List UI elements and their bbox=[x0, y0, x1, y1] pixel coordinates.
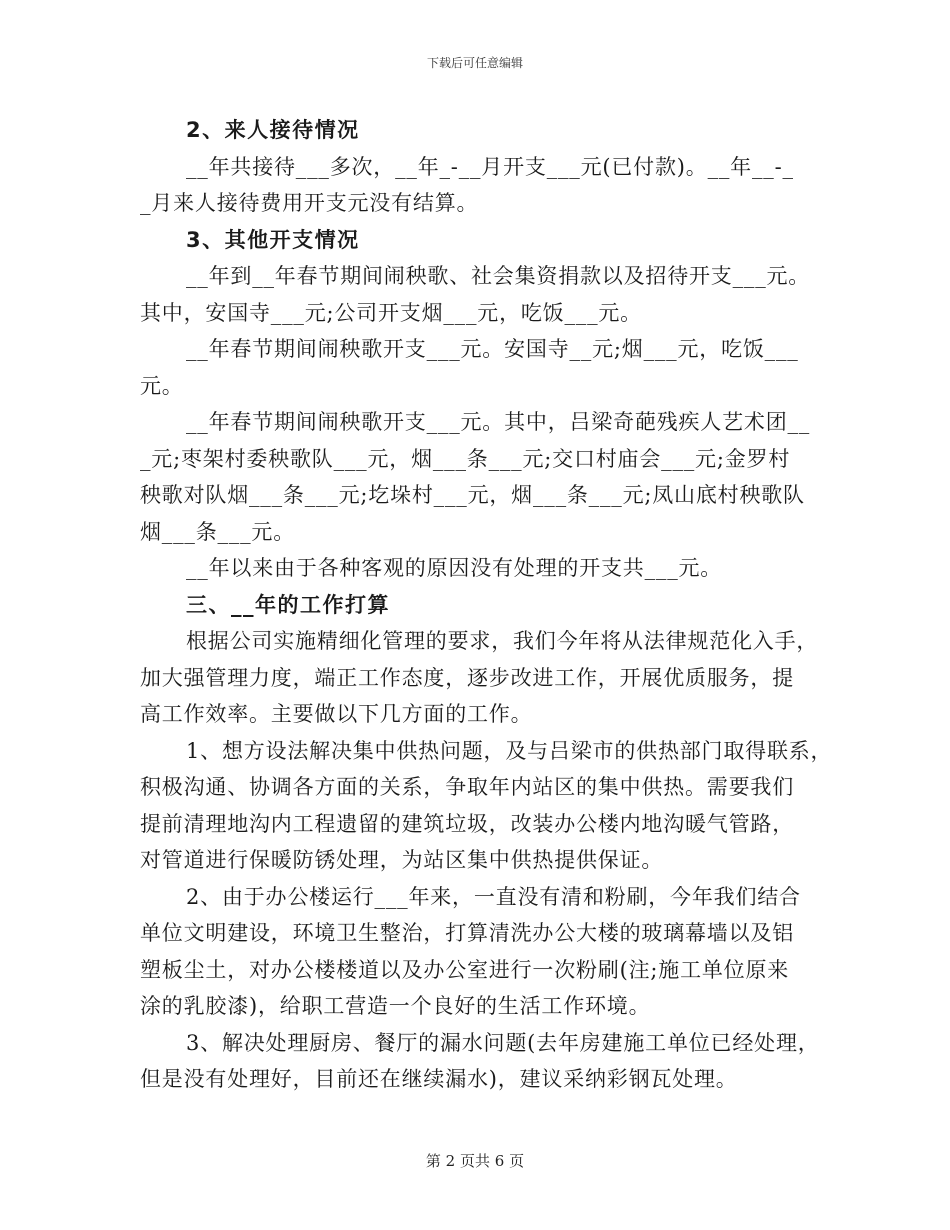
paragraph-line: __年以来由于各种客观的原因没有处理的开支共___元。 bbox=[186, 556, 723, 580]
paragraph-line: __年到__年春节期间闹秧歌、社会集资捐款以及招待开支___元。 bbox=[186, 264, 811, 288]
paragraph-line: 其中，安国寺___元;公司开支烟___元，吃饭___元。 bbox=[140, 300, 642, 325]
paragraph-line: 高工作效率。主要做以下几方面的工作。 bbox=[140, 702, 533, 726]
paragraph-line: 积极沟通、协调各方面的关系，争取年内站区的集中供热。需要我们 bbox=[140, 775, 794, 799]
paragraph-line: 涂的乳胶漆)，给职工营造一个良好的生活工作环境。 bbox=[140, 994, 651, 1018]
section-heading: 3、其他开支情况 bbox=[186, 227, 360, 252]
section-heading: 2、来人接待情况 bbox=[186, 118, 360, 142]
paragraph-line: 提前清理地沟内工程遗留的建筑垃圾，改装办公楼内地沟暖气管路， bbox=[140, 811, 794, 836]
paragraph-line: _元;枣架村委秧歌队___元，烟___条___元;交口村庙会___元;金罗村 bbox=[140, 446, 791, 471]
paragraph-line: 根据公司实施精细化管理的要求，我们今年将从法律规范化入手， bbox=[186, 629, 819, 653]
paragraph-line: 1、想方设法解决集中供热问题，及与吕梁市的供热部门取得联系， bbox=[186, 738, 833, 763]
paragraph-line: 对管道进行保暖防锈处理，为站区集中供热提供保证。 bbox=[140, 848, 664, 872]
paragraph-line: __年春节期间闹秧歌开支___元。其中，吕梁奇葩残疾人艺术团__ bbox=[186, 410, 811, 434]
document-body bbox=[140, 112, 833, 1098]
paragraph-line: __年春节期间闹秧歌开支___元。安国寺__元;烟___元，吃饭___ bbox=[186, 337, 799, 361]
paragraph-line: 2、由于办公楼运行___年来，一直没有清和粉刷，今年我们结合 bbox=[186, 884, 801, 909]
paragraph-line: 塑板尘土，对办公楼楼道以及办公室进行一次粉刷(注;施工单位原来 bbox=[140, 957, 790, 982]
paragraph-line: _月来人接待费用开支元没有结算。 bbox=[140, 191, 479, 215]
paragraph-line: 加大强管理力度，端正工作态度，逐步改进工作，开展优质服务，提 bbox=[140, 665, 794, 690]
paragraph-line: 3、解决处理厨房、餐厅的漏水问题(去年房建施工单位已经处理， bbox=[186, 1030, 820, 1055]
paragraph-line: 但是没有处理好，目前还在继续漏水)，建议采纳彩钢瓦处理。 bbox=[140, 1067, 738, 1091]
section-heading: 三、__年的工作打算 bbox=[186, 592, 390, 617]
paragraph-line: __年共接待___多次，__年_-__月开支___元(已付款)。__年__-_ bbox=[186, 154, 794, 179]
paragraph-line: 单位文明建设，环境卫生整治，打算清洗办公大楼的玻璃幕墙以及铝 bbox=[140, 921, 794, 945]
paragraph-line: 秧歌对队烟___条___元;圪垛村___元，烟___条___元;凤山底村秧歌队 bbox=[140, 483, 805, 507]
paragraph-line: 元。 bbox=[140, 373, 184, 398]
paragraph-line: 烟___条___元。 bbox=[140, 519, 295, 544]
page-header: 下载后可任意编辑 bbox=[426, 56, 523, 70]
page-footer: 第 2 页共 6 页 bbox=[425, 1152, 525, 1170]
